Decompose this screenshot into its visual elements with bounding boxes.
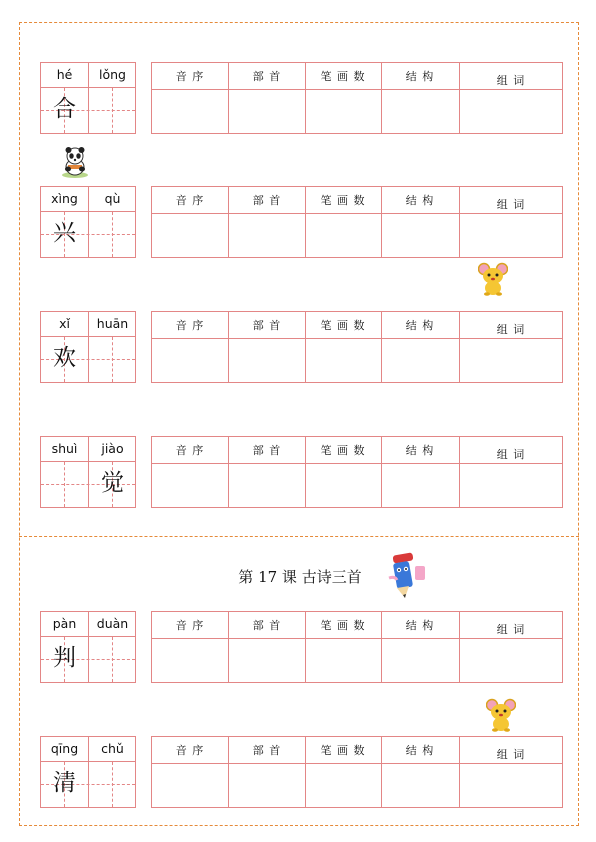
answer-cell[interactable] [152, 90, 228, 132]
pinyin-right: chǔ [101, 741, 124, 756]
table-header-3: 结 构 [405, 319, 435, 332]
table-header-4: 组 词 [496, 74, 526, 87]
table-header-3: 结 构 [405, 619, 435, 632]
table-header-3: 结 构 [405, 70, 435, 83]
answer-cell[interactable] [305, 764, 381, 806]
answer-cell[interactable] [305, 464, 381, 506]
character-info-table [151, 186, 563, 258]
pinyin-left: pàn [52, 616, 77, 631]
answer-cell[interactable] [305, 90, 381, 132]
character-box [40, 611, 136, 683]
answer-cell[interactable] [459, 764, 563, 806]
answer-cell[interactable] [228, 214, 305, 256]
table-header-1: 部 首 [252, 619, 282, 632]
answer-cell[interactable] [228, 639, 305, 681]
table-header-1: 部 首 [252, 194, 282, 207]
hanzi-character: 觉 [101, 470, 124, 496]
mouse-sticker [478, 262, 508, 296]
answer-cell[interactable] [381, 464, 459, 506]
answer-cell[interactable] [228, 339, 305, 381]
answer-cell[interactable] [305, 214, 381, 256]
answer-cell[interactable] [381, 90, 459, 132]
pinyin-left: hé [56, 67, 73, 82]
table-header-2: 笔 画 数 [320, 70, 366, 83]
table-header-1: 部 首 [252, 319, 282, 332]
hanzi-character: 欢 [53, 345, 76, 371]
answer-cell[interactable] [381, 764, 459, 806]
section-divider [19, 536, 579, 537]
lesson-title: 第 17 课 古诗三首 [238, 568, 362, 586]
answer-cell[interactable] [459, 339, 563, 381]
pinyin-left: xǐ [59, 316, 70, 331]
table-header-3: 结 构 [405, 744, 435, 757]
panda-sticker [60, 145, 90, 179]
table-header-3: 结 构 [405, 194, 435, 207]
table-header-1: 部 首 [252, 444, 282, 457]
table-header-0: 音 序 [175, 444, 205, 457]
hanzi-character: 判 [53, 645, 76, 671]
answer-cell[interactable] [152, 464, 228, 506]
table-header-2: 笔 画 数 [320, 744, 366, 757]
pinyin-left: xìng [51, 191, 78, 206]
pinyin-right: lǒng [99, 67, 126, 82]
character-info-table [151, 62, 563, 134]
table-header-3: 结 构 [405, 444, 435, 457]
answer-cell[interactable] [459, 214, 563, 256]
table-header-0: 音 序 [175, 194, 205, 207]
answer-cell[interactable] [152, 764, 228, 806]
table-header-2: 笔 画 数 [320, 444, 366, 457]
answer-cell[interactable] [459, 464, 563, 506]
character-info-table [151, 436, 563, 508]
character-info-table [151, 311, 563, 383]
hanzi-character: 清 [53, 770, 76, 796]
answer-cell[interactable] [152, 639, 228, 681]
answer-cell[interactable] [305, 339, 381, 381]
pinyin-right: jiào [101, 441, 124, 456]
character-box [40, 62, 136, 134]
hanzi-character: 兴 [53, 220, 76, 246]
table-header-2: 笔 画 数 [320, 194, 366, 207]
pinyin-left: shuì [51, 441, 78, 456]
character-info-table [151, 736, 563, 808]
answer-cell[interactable] [381, 214, 459, 256]
table-header-1: 部 首 [252, 70, 282, 83]
pencil-mascot-sticker [385, 550, 431, 602]
answer-cell[interactable] [381, 639, 459, 681]
answer-cell[interactable] [459, 639, 563, 681]
answer-cell[interactable] [228, 764, 305, 806]
table-header-4: 组 词 [496, 198, 526, 211]
table-header-0: 音 序 [175, 744, 205, 757]
answer-cell[interactable] [228, 90, 305, 132]
answer-cell[interactable] [381, 339, 459, 381]
pinyin-right: duàn [96, 616, 129, 631]
table-header-4: 组 词 [496, 448, 526, 461]
pinyin-left: qīng [50, 741, 79, 756]
character-box [40, 436, 136, 508]
answer-cell[interactable] [459, 90, 563, 132]
character-info-table [151, 611, 563, 683]
table-header-2: 笔 画 数 [320, 619, 366, 632]
table-header-4: 组 词 [496, 623, 526, 636]
character-box [40, 186, 136, 258]
answer-cell[interactable] [228, 464, 305, 506]
table-header-4: 组 词 [496, 748, 526, 761]
character-box [40, 736, 136, 808]
hanzi-character: 合 [53, 96, 76, 122]
table-header-4: 组 词 [496, 323, 526, 336]
table-header-2: 笔 画 数 [320, 319, 366, 332]
answer-cell[interactable] [152, 214, 228, 256]
character-box [40, 311, 136, 383]
pinyin-right: qù [104, 191, 121, 206]
table-header-1: 部 首 [252, 744, 282, 757]
table-header-0: 音 序 [175, 619, 205, 632]
answer-cell[interactable] [152, 339, 228, 381]
pinyin-right: huān [96, 316, 129, 331]
mouse-sticker [486, 698, 516, 732]
table-header-0: 音 序 [175, 70, 205, 83]
answer-cell[interactable] [305, 639, 381, 681]
table-header-0: 音 序 [175, 319, 205, 332]
